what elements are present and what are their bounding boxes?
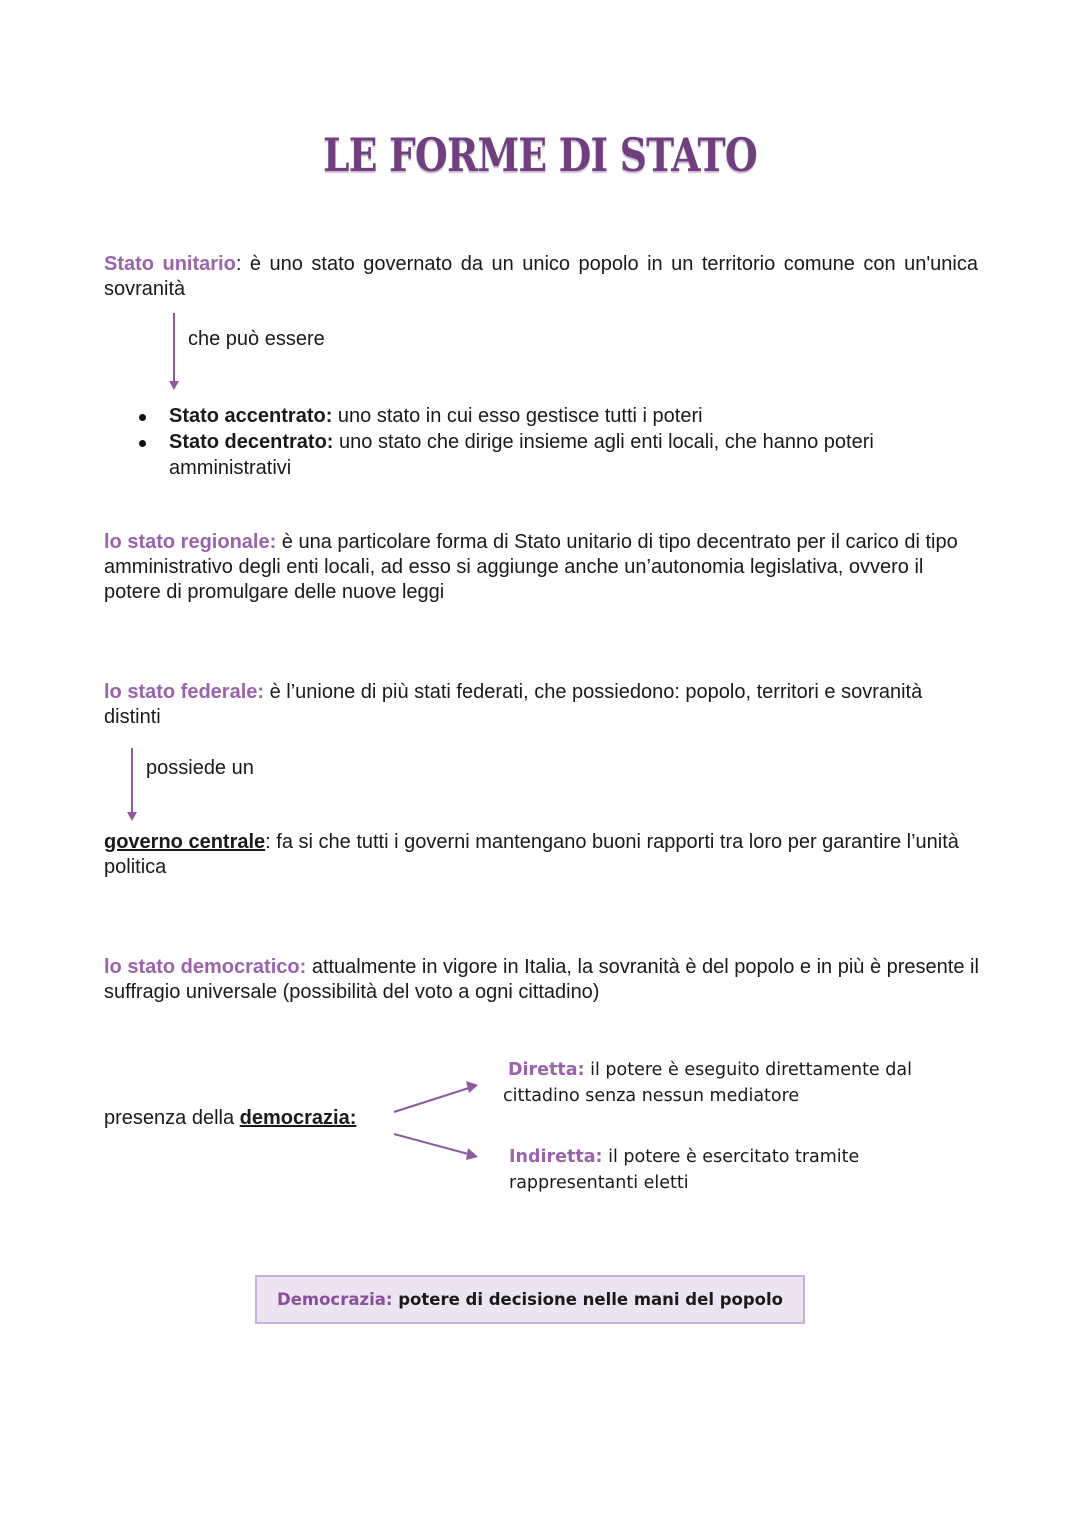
stato-unitario-text: : è uno stato governato da un unico popolo in un territorio comune con un'unica sovranità (104, 253, 978, 300)
list-item-text: uno stato in cui esso gestisce tutti i poteri (332, 405, 703, 427)
stato-types-list (130, 403, 960, 481)
arrow-label-che-puo-essere: che può essere (188, 328, 325, 350)
down-arrow-icon (167, 313, 181, 391)
stato-regionale-definition (104, 530, 984, 605)
stato-unitario-definition (104, 252, 978, 302)
stato-federale-definition (104, 680, 924, 730)
list-item (130, 403, 960, 429)
democrazia-term: democrazia: (239, 1107, 357, 1129)
stato-regionale-text: è una particolare forma di Stato unitario di tipo decentrato per il carico di tipo amministrativo degli enti locali, ad esso si aggiunge anche un’autonomia legislativa, ovvero il potere di promulgare delle nuove leggi (104, 531, 958, 603)
page-title: LE FORME DI STATO (323, 128, 757, 182)
bullet-icon (139, 440, 146, 447)
stato-unitario-term: Stato unitario (104, 253, 236, 275)
summary-text: potere di decisione nelle mani del popolo (392, 1290, 783, 1309)
summary-term: Democrazia: (277, 1290, 393, 1309)
democrazia-indiretta-definition (509, 1144, 889, 1196)
presenza-democrazia-label (104, 1106, 404, 1131)
branch-arrows-icon (390, 1078, 482, 1162)
down-arrow-icon (125, 748, 139, 822)
democrazia-summary-box (255, 1275, 805, 1324)
governo-centrale-text: : fa si che tutti i governi mantengano buoni rapporti tra loro per garantire l’unità politica (104, 831, 959, 878)
governo-centrale-definition (104, 830, 978, 880)
list-item-term: Stato accentrato: (169, 405, 333, 427)
indiretta-term: Indiretta: (509, 1147, 603, 1167)
indiretta-text: il potere è esercitato tramite rappresentanti eletti (509, 1147, 860, 1193)
diretta-term: Diretta: (508, 1060, 585, 1080)
presenza-prefix: presenza della (104, 1107, 240, 1129)
list-item-text: uno stato che dirige insieme agli enti locali, che hanno poteri amministrativi (169, 431, 874, 479)
bullet-icon (139, 414, 146, 421)
list-item-term: Stato decentrato: (169, 431, 334, 453)
list-item (130, 429, 960, 481)
stato-democratico-definition (104, 955, 984, 1005)
diretta-text: il potere è eseguito direttamente dal cittadino senza nessun mediatore (503, 1060, 912, 1106)
stato-regionale-term: lo stato regionale: (104, 531, 277, 553)
stato-democratico-text: attualmente in vigore in Italia, la sovranità è del popolo e in più è presente il suffragio universale (possibilità del voto a ogni cittadino) (104, 956, 979, 1003)
governo-centrale-term: governo centrale (104, 831, 266, 853)
arrow-label-possiede-un: possiede un (146, 757, 254, 779)
stato-federale-text: è l’unione di più stati federati, che possiedono: popolo, territori e sovranità distinti (104, 681, 923, 728)
stato-democratico-term: lo stato democratico: (104, 956, 307, 978)
stato-federale-term: lo stato federale: (104, 681, 265, 703)
democrazia-diretta-definition (503, 1057, 933, 1109)
